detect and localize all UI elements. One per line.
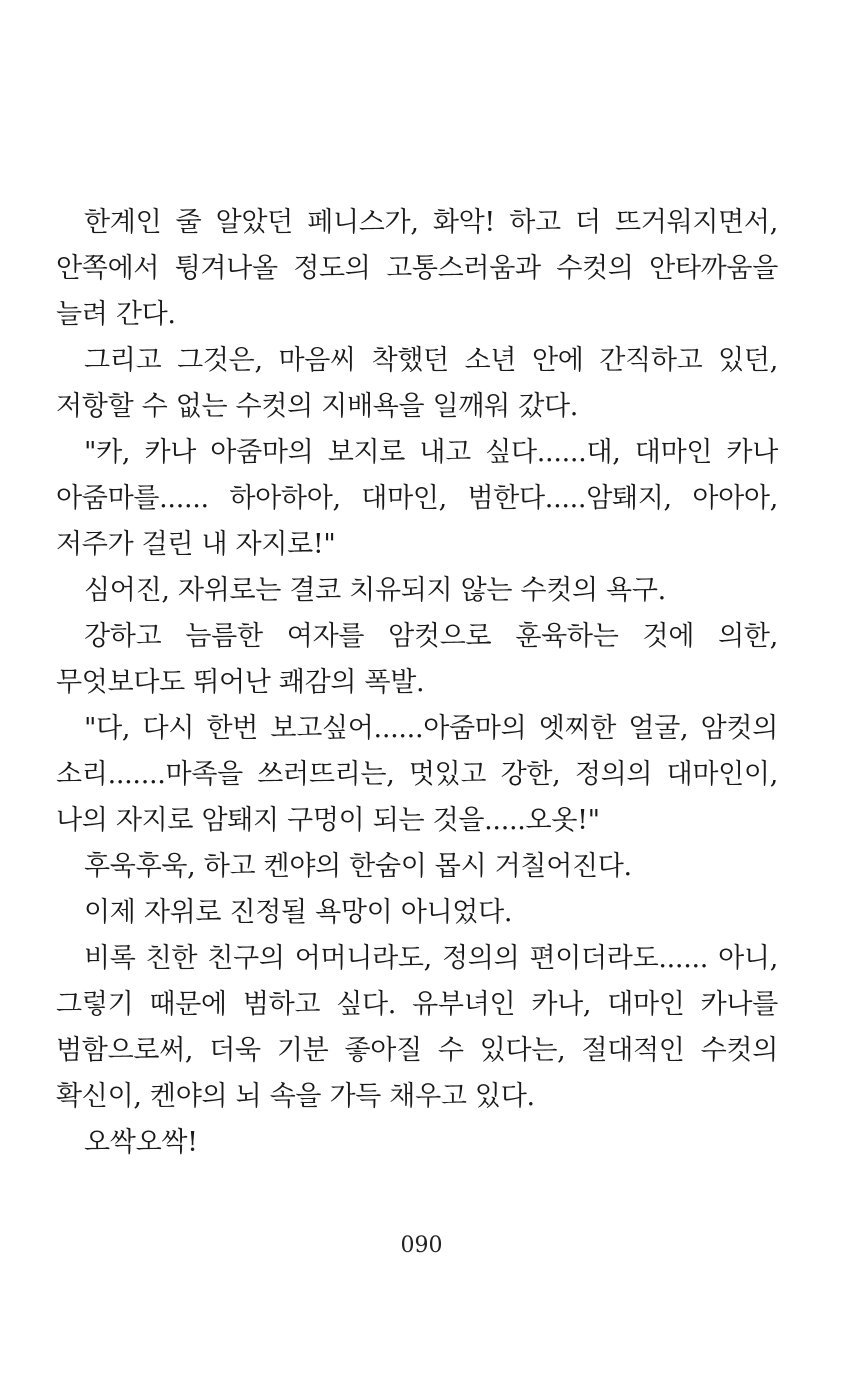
page-number: 090 [400, 1233, 443, 1258]
paragraph-6: "다, 다시 한번 보고싶어......아줌마의 엣찌한 얼굴, 암컷의 소리.......마족을 쓰러뜨리는, 멋있고 강한, 정의의 대마인이, 나의 자지로 암퇘지 구멍이 되는 것을.....오옷!" [56, 713, 778, 836]
page-body [56, 200, 778, 1166]
paragraph-5: 강하고 늠름한 여자를 암컷으로 훈육하는 것에 의한, 무엇보다도 뛰어난 쾌감의 폭발. [56, 621, 778, 698]
paragraph-2: 그리고 그것은, 마음씨 착했던 소년 안에 간직하고 있던, 저항할 수 없는 수컷의 지배욕을 일깨워 갔다. [56, 345, 778, 422]
paragraph-10: 오싹오싹! [84, 1127, 198, 1158]
paragraph-1: 한계인 줄 알았던 페니스가, 화악! 하고 더 뜨거워지면서, 안쪽에서 튕겨나올 정도의 고통스러움과 수컷의 안타까움을 늘려 간다. [56, 207, 778, 330]
paragraph-4: 심어진, 자위로는 결코 치유되지 않는 수컷의 욕구. [84, 575, 666, 606]
paragraph-9: 비록 친한 친구의 어머니라도, 정의의 편이더라도...... 아니, 그렇기 때문에 범하고 싶다. 유부녀인 카나, 대마인 카나를 범함으로써, 더욱 기분 좋아질 수 있다는, 절대적인 수컷의 확신이, 켄야의 뇌 속을 가득 채우고 있다. [56, 943, 778, 1112]
paragraph-3: "카, 카나 아줌마의 보지로 내고 싶다......대, 대마인 카나 아줌마를...... 하아하아, 대마인, 범한다.....암퇘지, 아아아, 저주가 걸린 내 자지로!" [56, 437, 778, 560]
paragraph-7: 후욱후욱, 하고 켄야의 한숨이 몹시 거칠어진다. [84, 851, 632, 882]
paragraph-8: 이제 자위로 진정될 욕망이 아니었다. [84, 897, 513, 928]
